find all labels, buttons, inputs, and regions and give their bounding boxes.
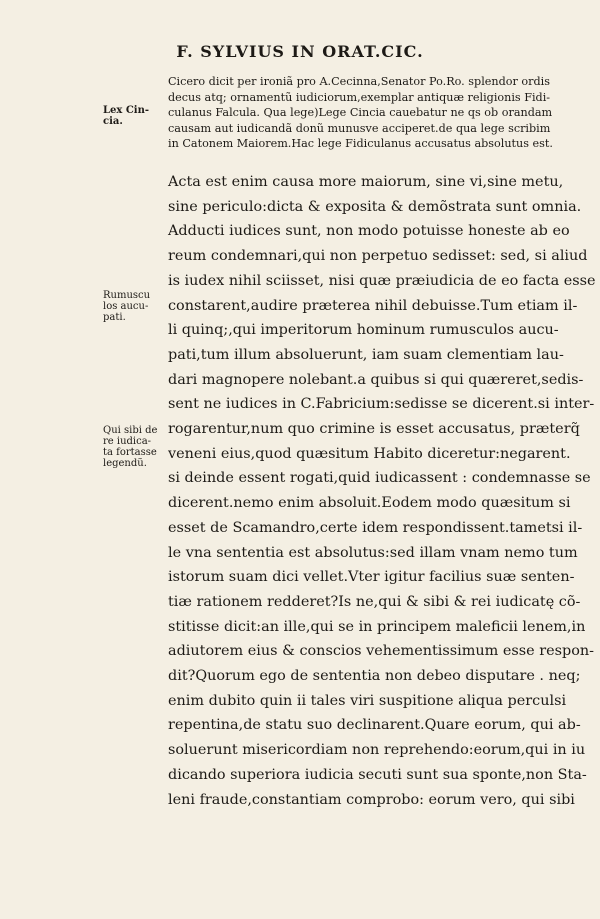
main-text-line: le vna sententia est absolutus:sed illam vnam nemo tum (168, 544, 578, 561)
margin-note-line: pati. (103, 312, 126, 323)
margin-note-qui-sibi (103, 425, 157, 469)
margin-note-lex-cincia (103, 105, 149, 127)
main-text-line: sine periculo:dicta & exposita & demõstrata sunt omnia. (168, 198, 582, 215)
main-text-line: enim dubito quin ii tales viri suspitione aliqua perculsi (168, 692, 567, 709)
commentary-line: decus atq; ornamentũ iudiciorum,exemplar antiquæ religionis Fidi- (168, 90, 551, 104)
main-text-line: veneni eius,quod quæsitum Habito diceretur:negarent. (168, 445, 571, 462)
main-text-line: constarent,audire præterea nihil debuisse.Tum etiam il- (168, 297, 578, 314)
margin-note-line: los aucu- (103, 301, 149, 312)
main-text-line: dit?Quorum ego de sententia non debeo disputare . neq; (168, 668, 581, 685)
commentary-line: culanus Falcula. Qua lege)Lege Cincia cauebatur ne qs ob orandam (168, 106, 553, 120)
main-text-line: stitisse dicit:an ille,qui se in principem maleficii lenem,in (168, 618, 586, 635)
margin-note-line: Qui sibi de (103, 425, 158, 436)
running-header (0, 42, 600, 61)
main-text-line: dicando superiora iudicia secuti sunt sua sponte,non Sta- (168, 766, 587, 783)
main-text-line: istorum suam dici vellet.Vter igitur facilius suæ senten- (168, 569, 575, 586)
margin-note-line: ta fortasse (103, 447, 157, 458)
main-text-line: dari magnopere nolebant.a quibus si qui quæreret,sedis- (168, 371, 584, 388)
running-header-text: F. SYLVIUS IN ORAT.CIC. (176, 42, 424, 61)
margin-note-line: legendũ. (103, 458, 147, 469)
main-text-line: sent ne iudices in C.Fabricium:sedisse se dicerent.si inter- (168, 396, 595, 413)
margin-note-rumusculos (103, 290, 150, 323)
margin-note-line: re iudica- (103, 436, 152, 447)
main-text-line: soluerunt misericordiam non reprehendo:eorum,qui in iu (168, 742, 586, 759)
main-text-line: Acta est enim causa more maiorum, sine vi,sine metu, (168, 174, 564, 190)
main-text-line: is iudex nihil sciisset, nisi quæ præiudicia de eo facta esse (168, 272, 596, 289)
margin-note-line: cia. (103, 116, 123, 127)
commentary-block (168, 74, 588, 152)
main-text-line: si deinde essent rogati,quid iudicassent : condemnasse se (168, 470, 591, 487)
main-text-block (168, 170, 596, 812)
commentary-line: Cicero dicit per ironiã pro A.Cecinna,Senator Po.Ro. splendor ordis (168, 75, 550, 88)
margin-note-line: Lex Cin- (103, 105, 150, 116)
main-text-line: rogarentur,num quo crimine is esset accusatus, præterq̃ (168, 421, 580, 438)
main-text-line: repentina,de statu suo declinarent.Quare eorum, qui ab- (168, 717, 581, 734)
main-text-line: esset de Scamandro,certe idem respondissent.tametsi il- (168, 519, 583, 536)
main-text-line: adiutorem eius & conscios vehementissimum esse respon- (168, 643, 595, 660)
main-text-line: tiæ rationem redderet?Is ne,qui & sibi & rei iudicatę cõ- (168, 593, 581, 610)
main-text-line: pati,tum illum absoluerunt, iam suam clementiam lau- (168, 346, 564, 363)
commentary-line: causam aut iudicandã donũ munusve acciperet.de qua lege scribim (168, 121, 551, 135)
main-text-line: reum condemnari,qui non perpetuo sedisset: sed, si aliud (168, 248, 588, 265)
main-text-line: li quinq;,qui imperitorum hominum rumusculos aucu- (168, 322, 559, 339)
main-text-line: leni fraude,constantiam comprobo: eorum vero, qui sibi (168, 791, 575, 808)
main-text-line: Adducti iudices sunt, non modo potuisse honeste ab eo (168, 223, 570, 240)
commentary-line: in Catonem Maiorem.Hac lege Fidiculanus accusatus absolutus est. (168, 137, 553, 151)
main-text-line: dicerent.nemo enim absoluit.Eodem modo quæsitum si (168, 495, 571, 512)
margin-note-line: Rumuscu (103, 290, 151, 301)
